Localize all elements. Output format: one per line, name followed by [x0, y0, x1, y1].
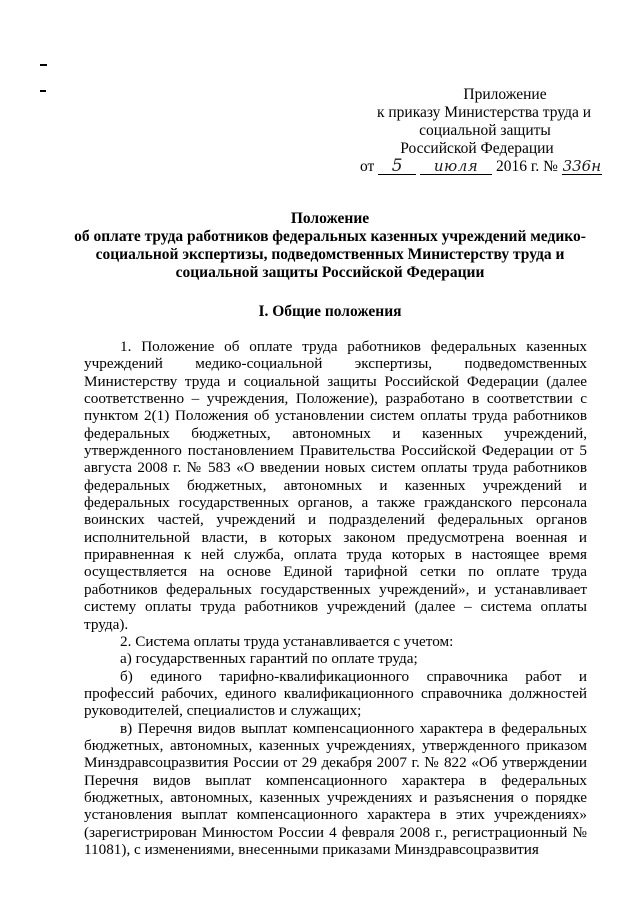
paragraph: 2. Система оплаты труда устанавливается с учетом:: [120, 632, 454, 650]
appendix-line: Российской Федерации: [400, 140, 554, 157]
order-date-line: [340, 158, 610, 176]
section-heading: I. Общие положения: [258, 303, 402, 320]
title-line: социальной защиты Российской Федерации: [175, 264, 485, 281]
margin-mark: [40, 90, 46, 92]
date-year: 2016 г. №: [495, 158, 558, 175]
title-line: социальной экспертизы, подведомственных Министерству труда и: [95, 246, 565, 263]
appendix-line: Приложение: [463, 86, 547, 103]
title-heading: Положение: [290, 210, 370, 227]
paragraph: в) Перечня видов выплат компенсационного характера в федеральных бюджетных, автономных, казенных учреждениях, утвержденного приказом Минздравсоцразвития России от 29 декабря 2007 г. № 822 «Об утверждении Перечня видов выплат компенсационного характера в федеральных бюджетных, автономных, казенных учреждениях и разъяснения о порядке установления выплат компенсационного характера в этих учреждениях» (зарегистрирован Минюстом России 4 февраля 2008 г., регистрационный № 11081), с изменениями, внесенными приказами Минздравсоцразвития: [84, 719, 587, 858]
paragraph: а) государственных гарантий по оплате труда;: [120, 650, 418, 668]
handwritten-order-number: 336н: [562, 157, 602, 175]
appendix-block: [340, 86, 610, 176]
title-line: об оплате труда работников федеральных казенных учреждений медико-: [74, 228, 586, 245]
document-title: [70, 210, 590, 282]
margin-mark: [40, 64, 47, 66]
paragraph: 1. Положение об оплате труда работников федеральных казенных учреждений медико-социальной экспертизы, подведомственных Министерству труда и социальной защиты Российской Федерации (далее соответственно – учреждения, Положение), разработано в соответствии с пунктом 2(1) Положения об установлении систем оплаты труда работников федеральных бюджетных, автономных и казенных учреждений, утвержденного постановлением Правительства Российской Федерации от 5 августа 2008 г. № 583 «О введении новых систем оплаты труда работников федеральных бюджетных, автономных и казенных учреждений и федеральных государственных органов, а также гражданского персонала воинских частей, учреждений и подразделений федеральных органов исполнительной власти, в которых законом предусмотрена военная и приравненная к ней служба, оплата труда которых в настоящее время осуществляется на основе Единой тарифной сетки по оплате труда работников федеральных государственных учреждений», и устанавливает систему оплаты труда работников учреждений (далее – система оплаты труда).: [84, 338, 587, 633]
date-prefix: от: [360, 158, 375, 175]
paragraph: б) единого тарифно-квалификационного справочника работ и профессий рабочих, единого квалификационного справочника должностей руководителей, специалистов и служащих;: [84, 667, 587, 720]
document-body: [84, 338, 587, 858]
appendix-line: социальной защиты: [419, 122, 551, 139]
handwritten-month: июля: [420, 159, 492, 175]
handwritten-day: 5: [378, 159, 416, 175]
appendix-line: к приказу Министерства труда и: [376, 104, 592, 121]
